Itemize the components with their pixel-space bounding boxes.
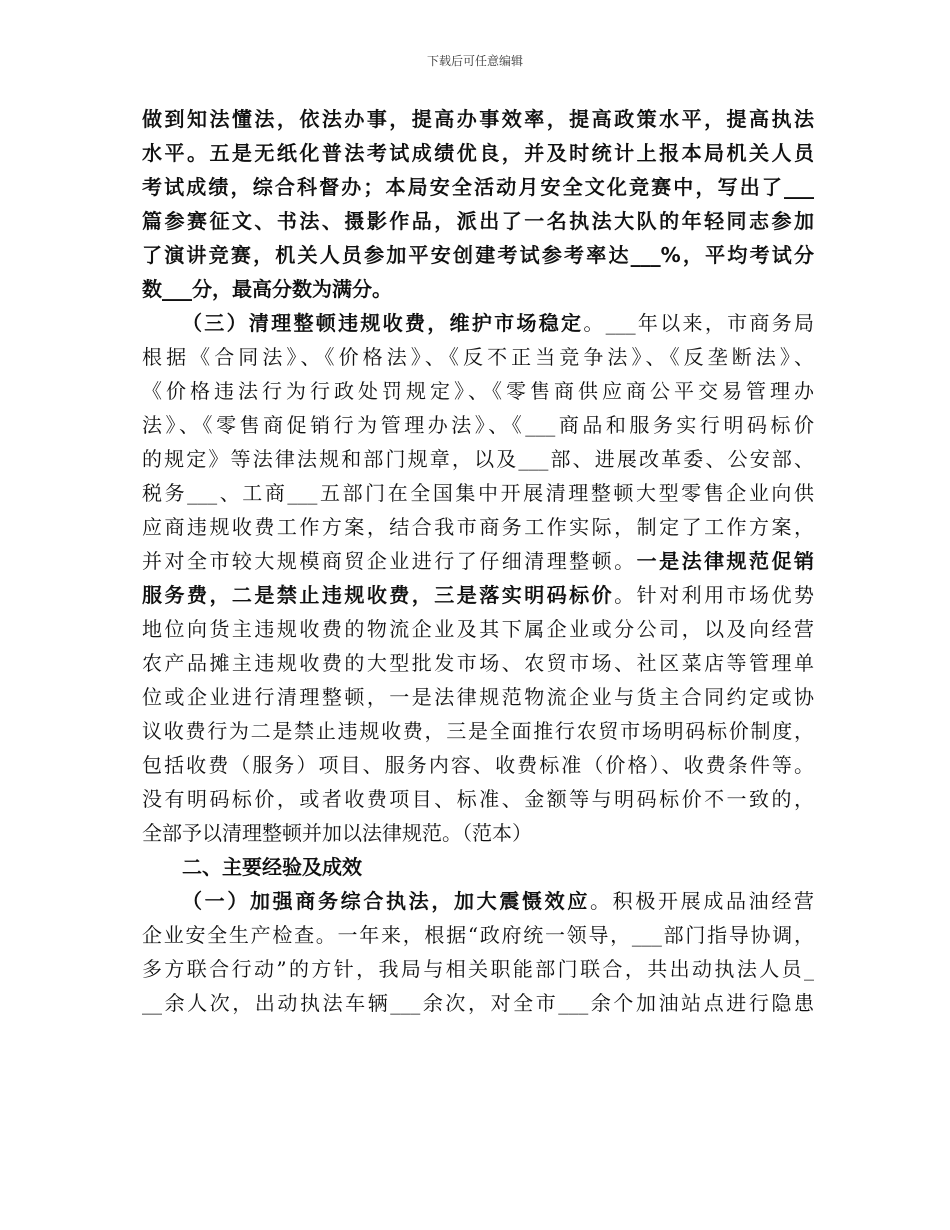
text-line: 篇参赛征文、书法、摄影作品，派出了一名执法大队的年轻同志参加	[142, 209, 814, 233]
document-body	[142, 102, 814, 1020]
section-heading: （一）加强商务综合执法，加大震慑效应	[182, 889, 590, 913]
text-run: 。___年以来，市商务局	[583, 311, 815, 335]
text-line: 了演讲竞赛，机关人员参加平安创建考试参考率达___%，平均考试分	[142, 243, 814, 267]
text-run: 。针对利用市场优势	[614, 583, 815, 607]
emphasis-run: 一是法律规范促销	[636, 549, 815, 573]
section-heading: （三）清理整顿违规收费，维护市场稳定	[182, 311, 584, 335]
section-heading-line	[142, 306, 814, 340]
text-line: 包括收费（服务）项目、服务内容、收费标准（价格）、收费条件等。	[142, 753, 814, 777]
text-line: 地位向货主违规收费的物流企业及其下属企业或分公司，以及向经营	[142, 617, 814, 641]
section-title: 二、主要经验及成效	[182, 855, 362, 879]
page-header: 下载后可任意编辑	[426, 54, 523, 68]
text-line: 没有明码标价，或者收费项目、标准、金额等与明码标价不一致的，	[142, 787, 814, 811]
text-line: 水平。五是无纸化普法考试成绩优良，并及时统计上报本局机关人员	[142, 141, 814, 165]
text-line: 全部予以清理整顿并加以法律规范。（范本）	[142, 821, 532, 845]
text-line: 议收费行为二是禁止违规收费，三是全面推行农贸市场明码标价制度，	[142, 719, 814, 743]
text-line: 应商违规收费工作方案，结合我市商务工作实际，制定了工作方案，	[142, 515, 814, 539]
text-line: 数___分，最高分数为满分。	[142, 277, 392, 301]
text-line: 的规定》等法律法规和部门规章，以及___部、进展改革委、公安部、	[142, 447, 814, 471]
text-line: 做到知法懂法，依法办事，提高办事效率，提高政策水平，提高执法	[142, 107, 814, 131]
text-line: 税务___、工商___五部门在全国集中开展清理整顿大型零售企业向供	[142, 481, 814, 505]
text-line: 法》、《零售商促销行为管理办法》、《___商品和服务实行明码标价	[142, 413, 814, 437]
text-line: __余人次，出动执法车辆___余次，对全市___余个加油站点进行隐患	[142, 991, 814, 1015]
text-line: 位或企业进行清理整顿，一是法律规范物流企业与货主合同约定或协	[142, 685, 814, 709]
mixed-line	[142, 544, 814, 578]
mixed-line	[142, 578, 814, 612]
text-line: 多方联合行动”的方针，我局与相关职能部门联合，共出动执法人员_	[142, 957, 814, 981]
emphasis-run: 服务费，二是禁止违规收费，三是落实明码标价	[142, 583, 615, 607]
text-run: 。积极开展成品油经营	[590, 889, 815, 913]
text-line: 根据《合同法》、《价格法》、《反不正当竞争法》、《反垄断法》、	[142, 345, 814, 369]
text-line: 考试成绩，综合科督办；本局安全活动月安全文化竞赛中，写出了___	[142, 175, 814, 199]
text-line: 农产品摊主违规收费的大型批发市场、农贸市场、社区菜店等管理单	[142, 651, 814, 675]
text-run: 并对全市较大规模商贸企业进行了仔细清理整顿。	[142, 549, 637, 573]
section-heading-line	[142, 884, 814, 918]
text-line: 《价格违法行为行政处罚规定》、《零售商供应商公平交易管理办	[142, 379, 814, 403]
text-line: 企业安全生产检查。一年来，根据“政府统一领导，___部门指导协调，	[142, 923, 814, 947]
